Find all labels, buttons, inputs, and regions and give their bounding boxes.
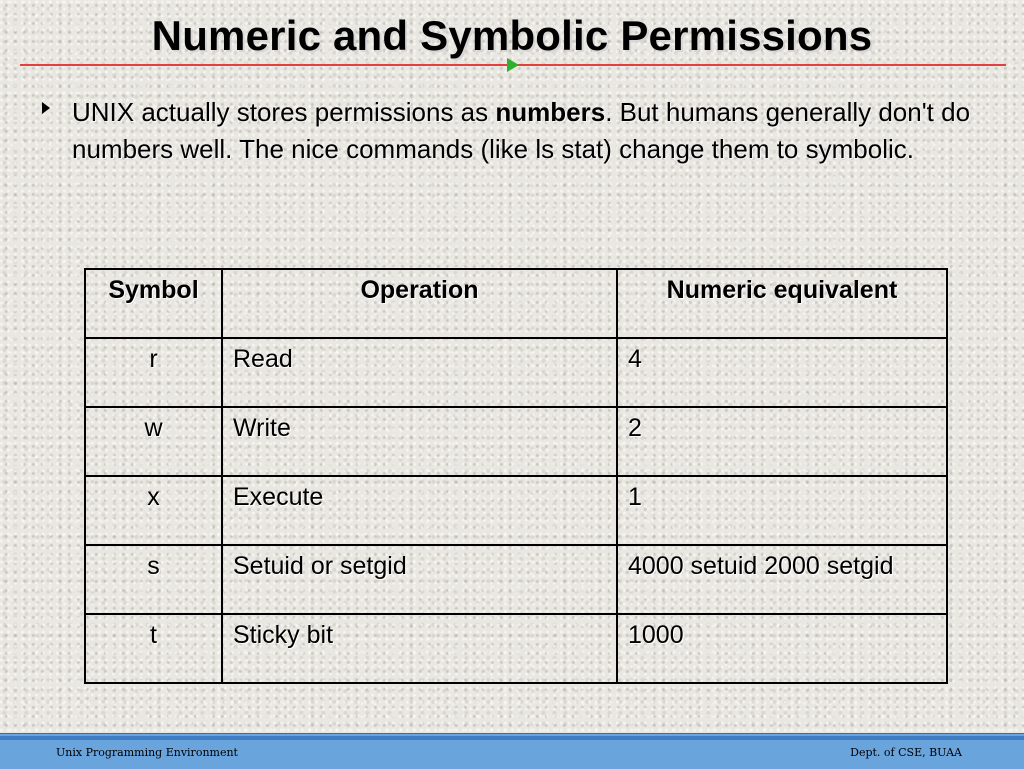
cell-symbol: t <box>85 614 222 683</box>
cell-numeric: 1 <box>617 476 947 545</box>
table-header-row <box>85 269 947 338</box>
table-row <box>85 338 947 407</box>
cell-symbol: x <box>85 476 222 545</box>
cell-operation: Read <box>222 338 617 407</box>
header-numeric-equivalent: Numeric equivalent <box>617 269 947 338</box>
cell-operation: Setuid or setgid <box>222 545 617 614</box>
table-row <box>85 545 947 614</box>
header-symbol: Symbol <box>85 269 222 338</box>
footer-course-name: Unix Programming Environment <box>56 746 238 759</box>
bullet-bold-word: numbers <box>495 97 606 127</box>
footer-stripe <box>0 736 1024 740</box>
cell-operation: Sticky bit <box>222 614 617 683</box>
bullet-text-before: UNIX actually stores permissions as <box>72 97 496 127</box>
triangle-bullet-icon <box>42 102 50 114</box>
permissions-table <box>84 268 948 684</box>
cell-symbol: w <box>85 407 222 476</box>
table-row <box>85 407 947 476</box>
cell-symbol: s <box>85 545 222 614</box>
bullet-text <box>72 94 990 168</box>
table-row <box>85 476 947 545</box>
bullet-point <box>40 94 990 168</box>
footer-department: Dept. of CSE, BUAA <box>850 746 962 759</box>
header-operation: Operation <box>222 269 617 338</box>
cell-numeric: 1000 <box>617 614 947 683</box>
table-row <box>85 614 947 683</box>
slide-title: Numeric and Symbolic Permissions <box>151 12 873 59</box>
cell-numeric: 4 <box>617 338 947 407</box>
bullet-text-after: . But humans generally don't do numbers well. The nice commands (like ls stat) change them to symbolic. <box>72 97 971 164</box>
cell-operation: Execute <box>222 476 617 545</box>
cell-symbol: r <box>85 338 222 407</box>
green-triangle-icon <box>507 58 519 72</box>
cell-operation: Write <box>222 407 617 476</box>
cell-numeric: 4000 setuid 2000 setgid <box>617 545 947 614</box>
cell-numeric: 2 <box>617 407 947 476</box>
